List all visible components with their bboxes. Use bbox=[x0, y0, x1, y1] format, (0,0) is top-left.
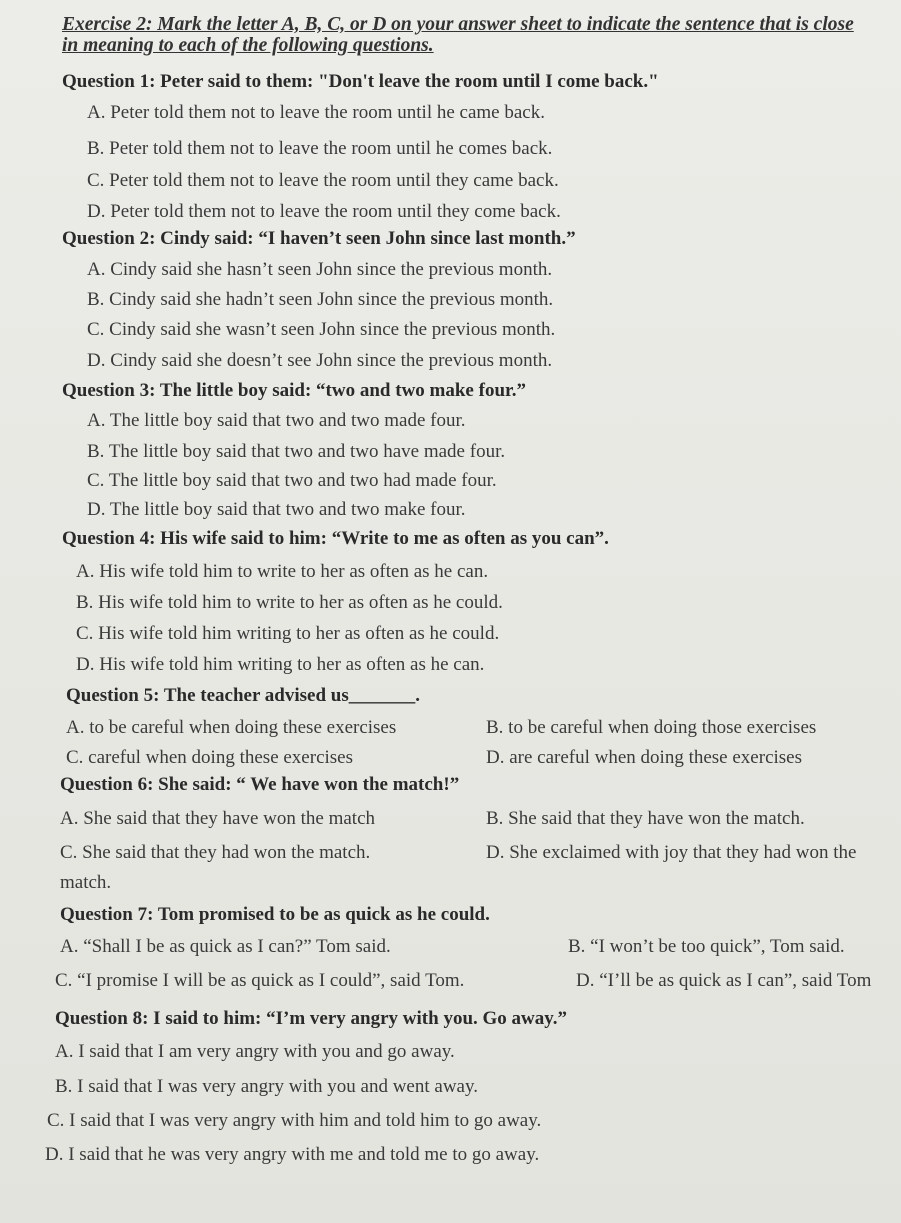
question-6-option-d: D. She exclaimed with joy that they had won the bbox=[486, 842, 857, 863]
question-7-option-a: A. “Shall I be as quick as I can?” Tom said. bbox=[60, 936, 391, 957]
question-3-option-d: D. The little boy said that two and two make four. bbox=[87, 499, 466, 520]
question-8-option-d: D. I said that he was very angry with me and told me to go away. bbox=[45, 1144, 540, 1165]
question-4-option-c: C. His wife told him writing to her as often as he could. bbox=[76, 623, 500, 644]
question-7-option-b: B. “I won’t be too quick”, Tom said. bbox=[568, 936, 845, 957]
question-3-option-a: A. The little boy said that two and two made four. bbox=[87, 410, 466, 431]
question-8-option-b: B. I said that I was very angry with you and went away. bbox=[55, 1076, 478, 1097]
question-1-option-b: B. Peter told them not to leave the room until he comes back. bbox=[87, 138, 553, 159]
question-1-option-c: C. Peter told them not to leave the room until they came back. bbox=[87, 170, 559, 191]
exercise-title-line-1: Exercise 2: Mark the letter A, B, C, or D on your answer sheet to indicate the sentence that is close bbox=[62, 14, 854, 35]
question-2-option-a: A. Cindy said she hasn’t seen John since the previous month. bbox=[87, 259, 553, 280]
question-1-option-d: D. Peter told them not to leave the room until they come back. bbox=[87, 201, 561, 222]
question-4-stem: Question 4: His wife said to him: “Write to me as often as you can”. bbox=[62, 528, 609, 549]
question-2-option-d: D. Cindy said she doesn’t see John since the previous month. bbox=[87, 350, 553, 371]
question-6-option-b: B. She said that they have won the match. bbox=[486, 808, 805, 829]
question-5-option-b: B. to be careful when doing those exercises bbox=[486, 717, 817, 738]
question-1-stem: Question 1: Peter said to them: "Don't leave the room until I come back." bbox=[62, 71, 659, 92]
question-2-stem: Question 2: Cindy said: “I haven’t seen John since last month.” bbox=[62, 228, 576, 249]
question-6-option-c: C. She said that they had won the match. bbox=[60, 842, 371, 863]
question-4-option-d: D. His wife told him writing to her as often as he can. bbox=[76, 654, 485, 675]
question-5-stem: Question 5: The teacher advised us_______. bbox=[66, 685, 420, 706]
question-5-option-a: A. to be careful when doing these exercises bbox=[66, 717, 397, 738]
question-4-option-a: A. His wife told him to write to her as often as he can. bbox=[76, 561, 489, 582]
question-3-option-b: B. The little boy said that two and two have made four. bbox=[87, 441, 506, 462]
exercise-title-line-2: in meaning to each of the following questions. bbox=[62, 35, 434, 56]
question-8-stem: Question 8: I said to him: “I’m very angry with you. Go away.” bbox=[55, 1008, 567, 1029]
question-3-stem: Question 3: The little boy said: “two and two make four.” bbox=[62, 380, 526, 401]
question-6-option-d-continued: match. bbox=[60, 872, 112, 893]
question-6-option-a: A. She said that they have won the match bbox=[60, 808, 376, 829]
question-7-option-c: C. “I promise I will be as quick as I could”, said Tom. bbox=[55, 970, 465, 991]
question-6-stem: Question 6: She said: “ We have won the match!” bbox=[60, 774, 460, 795]
question-8-option-c: C. I said that I was very angry with him and told him to go away. bbox=[47, 1110, 542, 1131]
exercise-title bbox=[62, 14, 901, 56]
question-4-option-b: B. His wife told him to write to her as often as he could. bbox=[76, 592, 503, 613]
question-5-option-c: C. careful when doing these exercises bbox=[66, 747, 354, 768]
question-1-option-a: A. Peter told them not to leave the room until he came back. bbox=[87, 102, 545, 123]
question-7-option-d: D. “I’ll be as quick as I can”, said Tom bbox=[576, 970, 872, 991]
question-2-option-c: C. Cindy said she wasn’t seen John since the previous month. bbox=[87, 319, 556, 340]
question-5-option-d: D. are careful when doing these exercises bbox=[486, 747, 802, 768]
question-8-option-a: A. I said that I am very angry with you and go away. bbox=[55, 1041, 455, 1062]
question-3-option-c: C. The little boy said that two and two had made four. bbox=[87, 470, 497, 491]
question-7-stem: Question 7: Tom promised to be as quick as he could. bbox=[60, 904, 490, 925]
question-2-option-b: B. Cindy said she hadn’t seen John since the previous month. bbox=[87, 289, 554, 310]
